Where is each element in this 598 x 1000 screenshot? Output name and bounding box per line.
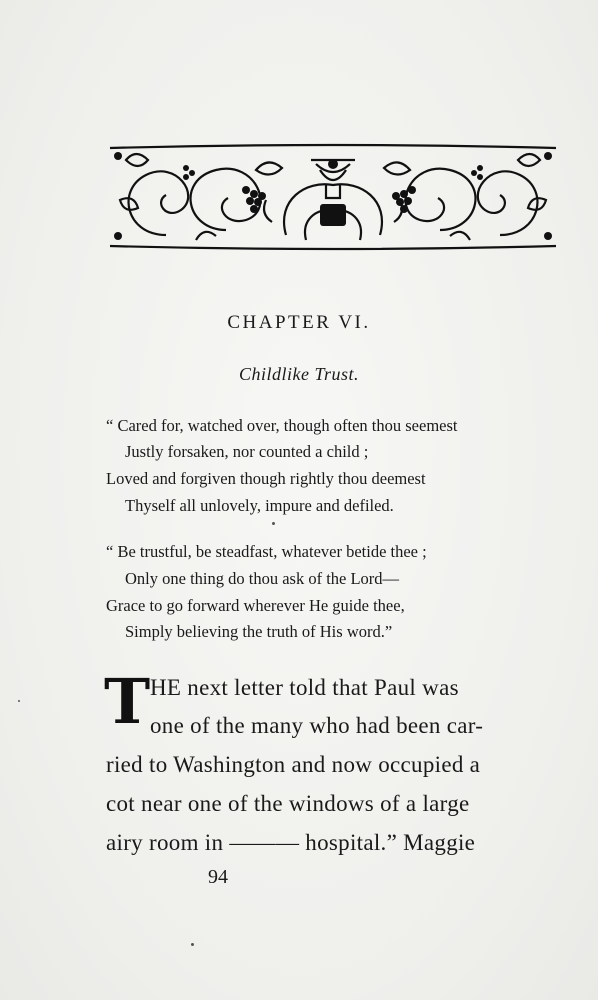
floral-headpiece-icon <box>106 140 560 253</box>
chapter-title: CHAPTER VI. <box>227 312 371 333</box>
chapter-subtitle: Childlike Trust. <box>238 364 360 384</box>
print-speck <box>18 700 20 702</box>
epigraph-line: Simply believing the truth of His word.” <box>125 622 393 641</box>
body-line: airy room in ——— hospital.” Maggie <box>106 830 476 855</box>
epigraph-line: Thyself all unlovely, impure and defiled. <box>125 496 394 515</box>
epigraph-line: “ Be trustful, be steadfast, whatever betide thee ; <box>106 542 427 561</box>
body-line: HE next letter told that Paul was <box>150 675 459 700</box>
epigraph-line: Only one thing do thou ask of the Lord— <box>125 569 400 588</box>
drop-cap: T <box>104 665 151 738</box>
epigraph-line: Justly forsaken, nor counted a child ; <box>125 442 369 461</box>
epigraph-line: “ Cared for, watched over, though often thou seemest <box>106 416 458 435</box>
print-speck <box>272 522 275 525</box>
body-line: one of the many who had been car- <box>150 713 484 738</box>
print-speck <box>191 943 194 946</box>
page-number: 94 <box>208 866 228 888</box>
epigraph-line: Grace to go forward wherever He guide thee, <box>106 596 405 615</box>
body-line: ried to Washington and now occupied a <box>106 752 481 777</box>
epigraph-line: Loved and forgiven though rightly thou deemest <box>106 469 426 488</box>
body-line: cot near one of the windows of a large <box>106 791 470 816</box>
